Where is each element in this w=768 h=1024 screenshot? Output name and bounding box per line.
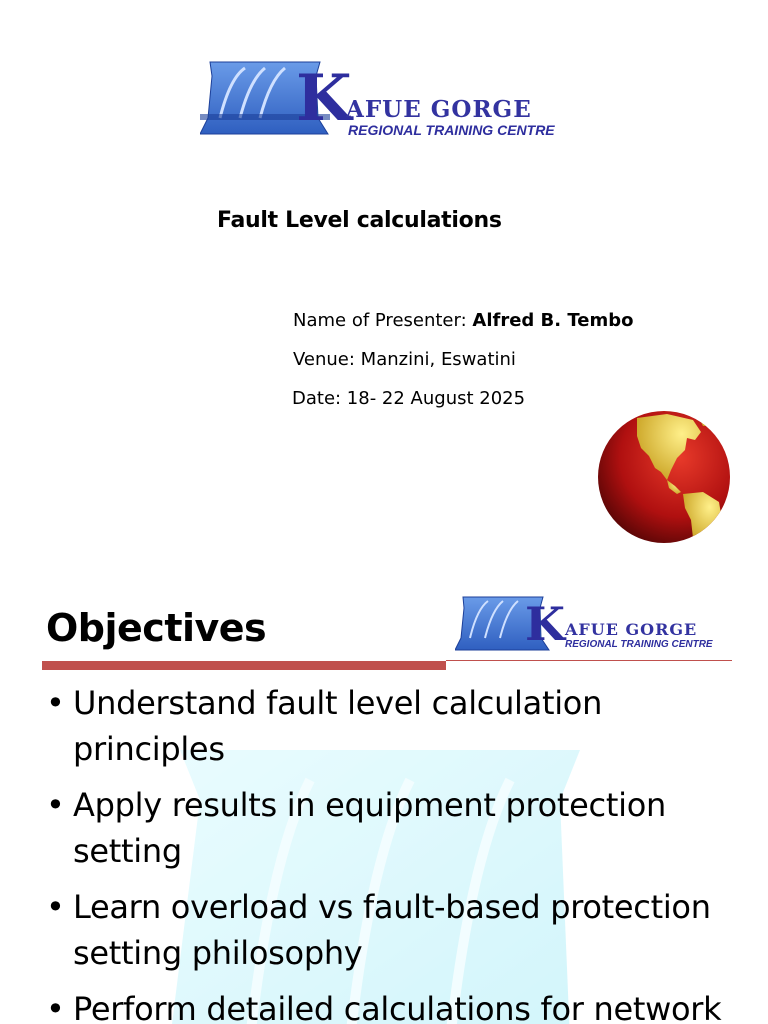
presentation-title: Fault Level calculations xyxy=(217,208,502,233)
logo-main-text: AFUE GORGE xyxy=(565,620,698,639)
objectives-slide xyxy=(0,568,768,1024)
bullet-text: Perform detailed calculations for network xyxy=(73,990,722,1024)
kafue-gorge-logo xyxy=(200,58,580,138)
list-item xyxy=(46,680,746,772)
presenter-name: Alfred B. Tembo xyxy=(472,310,634,331)
bullet-icon: • xyxy=(46,786,65,824)
bullet-icon: • xyxy=(46,684,65,722)
list-item xyxy=(46,782,746,874)
list-item xyxy=(46,884,746,976)
logo-main-text: AFUE GORGE xyxy=(346,96,532,123)
kafue-gorge-logo-small xyxy=(455,594,735,654)
bullet-text: Apply results in equipment protection setting xyxy=(73,786,666,870)
presenter-line xyxy=(293,310,634,331)
title-underline xyxy=(42,661,446,670)
objectives-list xyxy=(46,680,746,1024)
slide-title: Objectives xyxy=(46,606,267,650)
list-item xyxy=(46,986,746,1024)
logo-sub-text: REGIONAL TRAINING CENTRE xyxy=(565,639,713,650)
globe-icon xyxy=(597,410,731,544)
title-underline-thin xyxy=(446,660,732,661)
logo-sub-text: REGIONAL TRAINING CENTRE xyxy=(348,122,555,138)
svg-text:K: K xyxy=(296,61,352,136)
bullet-text: Understand fault level calculation principles xyxy=(73,684,603,768)
svg-text:K: K xyxy=(525,597,565,651)
bullet-icon: • xyxy=(46,888,65,926)
bullet-icon: • xyxy=(46,990,65,1024)
venue-line: Venue: Manzini, Eswatini xyxy=(293,349,516,370)
bullet-text: Learn overload vs fault-based protection setting philosophy xyxy=(73,888,711,972)
date-line: Date: 18- 22 August 2025 xyxy=(292,388,526,409)
presenter-label: Name of Presenter: xyxy=(293,310,473,331)
